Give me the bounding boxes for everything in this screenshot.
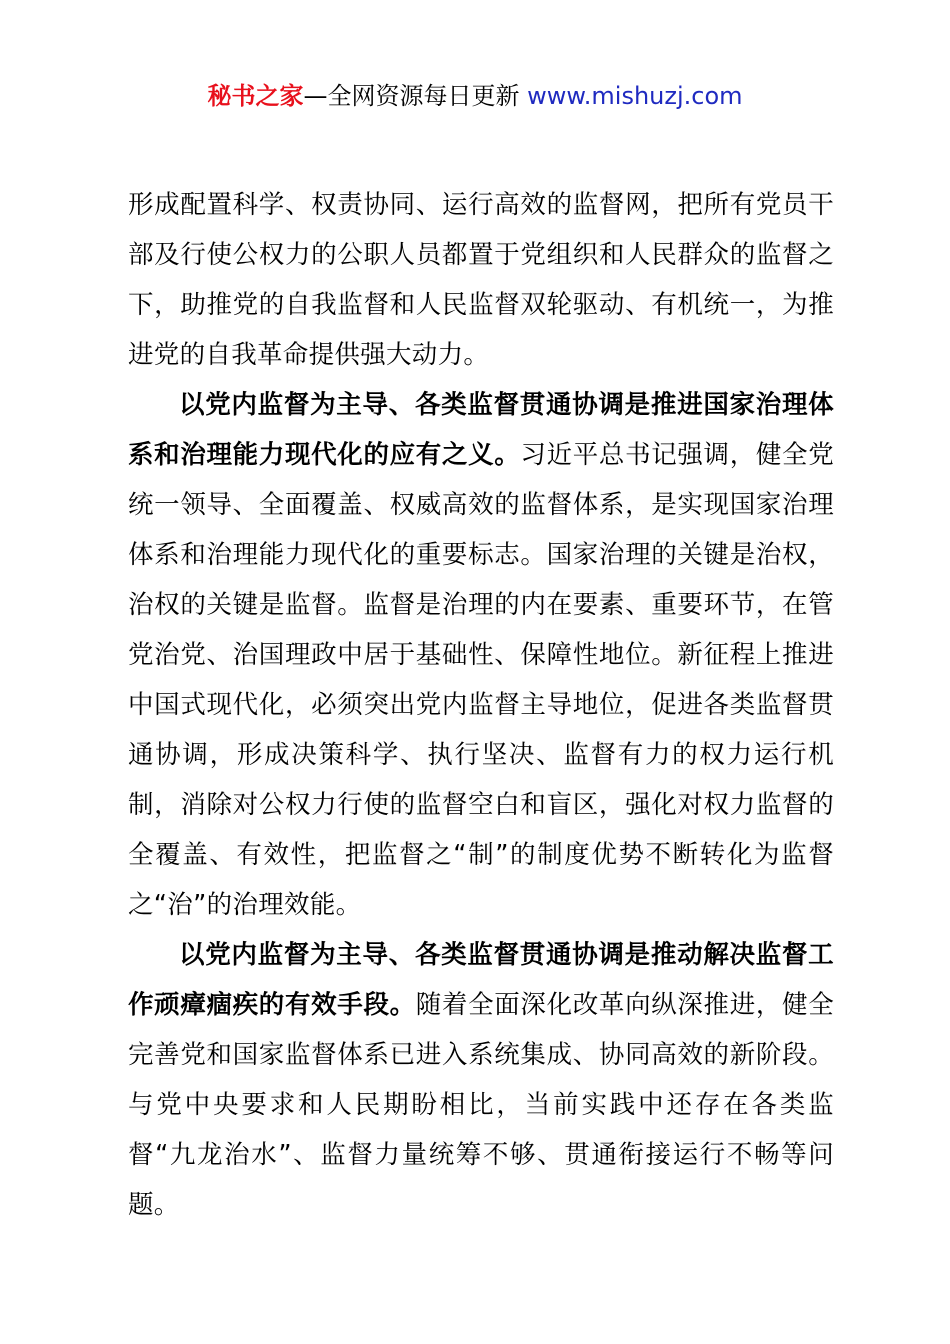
paragraph-text: 形成配置科学、权责协同、运行高效的监督网，把所有党员干部及行使公权力的公职人员都置于党组织和人民群众的监督之下，助推党的自我监督和人民监督双轮驱动、有机统一，为推进党的自我革命提供强大动力。 (128, 190, 834, 370)
site-url-link[interactable]: www.mishuzj.com (527, 82, 743, 110)
paragraph-supervision-issues (128, 930, 834, 1230)
site-header (0, 80, 950, 112)
paragraph-text: 随着全面深化改革向纵深推进，健全完善党和国家监督体系已进入系统集成、协同高效的新阶段。与党中央要求和人民期盼相比，当前实践中还存在各类监督“九龙治水”、监督力量统筹不够、贯通衔接运行不畅等问题。 (128, 990, 834, 1220)
paragraph-governance (128, 380, 834, 930)
paragraph-lead-heading: 以党内监督为主导、各类监督贯通协调是推动解决监督工作顽瘴痼疾的有效手段。 (128, 940, 834, 1020)
paragraph-text: 习近平总书记强调，健全党统一领导、全面覆盖、权威高效的监督体系，是实现国家治理体系和治理能力现代化的重要标志。国家治理的关键是治权，治权的关键是监督。监督是治理的内在要素、重要环节，在管党治党、治国理政中居于基础性、保障性地位。新征程上推进中国式现代化，必须突出党内监督主导地位，促进各类监督贯通协调，形成决策科学、执行坚决、监督有力的权力运行机制，消除对公权力行使的监督空白和盲区，强化对权力监督的全覆盖、有效性，把监督之“制”的制度优势不断转化为监督之“治”的治理效能。 (128, 440, 834, 920)
site-brand: 秘书之家 (207, 82, 304, 110)
paragraph-lead-heading: 以党内监督为主导、各类监督贯通协调是推进国家治理体系和治理能力现代化的应有之义。 (128, 390, 834, 470)
document-body (128, 180, 834, 1230)
site-tagline: —全网资源每日更新 (303, 82, 520, 110)
paragraph-continuation (128, 180, 834, 380)
